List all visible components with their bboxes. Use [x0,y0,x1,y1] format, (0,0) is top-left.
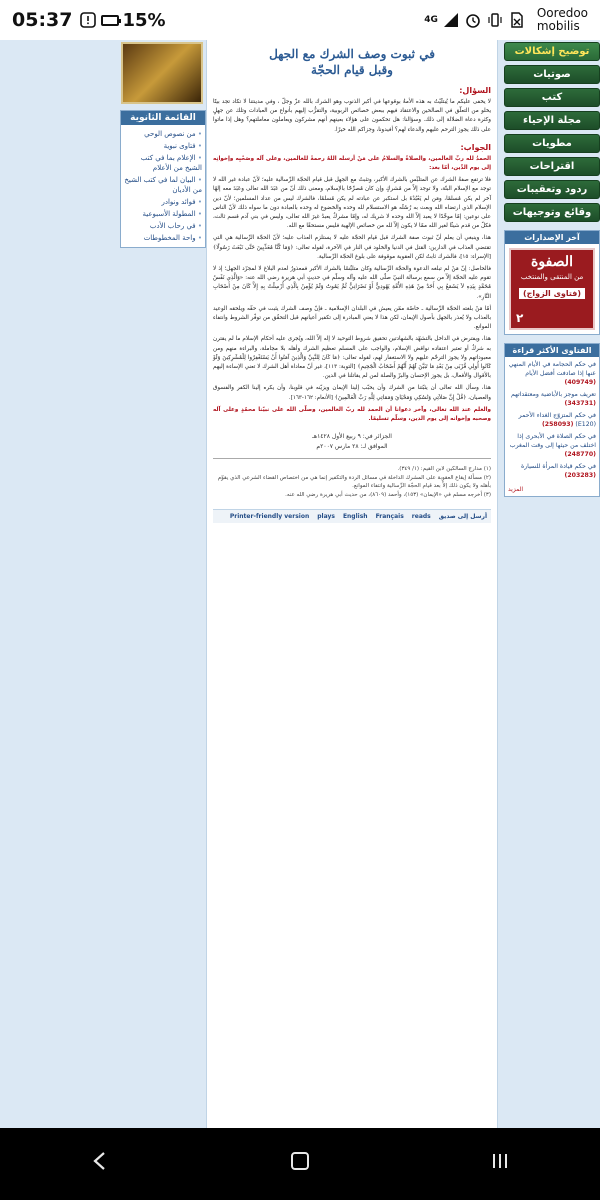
answer-paragraph: فالحاصل: إنّ مَنْ لم تبلغه الدعوة والحجّة الرِّسالية وكان متلبِّسًا بالشرك الأكبر فمعذورٌ لعدم البلاغ لا لمجرّد الجهل؛ إذ لا تقوم عليه الحجّة إلاّ من سمع برسالة النبيّ صلّى الله عليه وآله وسلّم في حديثٍ أبي هريرة رضي الله عنه: «وَالَّذِي نَفْسُ مُحَمَّدٍ بِيَدِهِ لاَ يَسْمَعُ بِي أَحَدٌ مِنْ هَذِهِ الأُمَّةِ يَهُودِيٌّ أَوْ نَصْرَانِيٌّ ثُمَّ يَمُوتُ وَلَمْ يُؤْمِنْ بِالَّذِي أُرْسِلْتُ بِهِ إِلاَّ كَانَ مِنْ أَصْحَابِ النَّارِ». [213,266,491,300]
list-item[interactable] [508,360,596,390]
footnote: (٣) أخرجه مسلم في «الإيمان» (١٥٣)، وأحمد (٨٦٠٩)، من حديث أبي هريرة رضي الله عنه. [285,491,491,498]
secondary-menu-item[interactable]: • واحة المخطوطات [124,232,202,244]
alarm-icon [464,11,482,29]
fatwa-link[interactable]: في حكم المتزوّج الغداء الأحمر (E120) [518,412,596,428]
answer-paragraph: أمّا مَنْ بلغته الحجّة الرِّسالية ـ خاصّة ممّن يعيش في البلدان الإسلامية ـ فإنّ وصف الشرك يثبت في حقّه ويلحقه الوعيد بالعذاب ولا يُعذر بالجهل بأصول الإيمان، لكن هذا لا يعني المبادرة إلى تكفير أعيانهم قبل التحقّق من توفّر الشروط وانتفاء الموانع. [213,305,491,331]
header-thumbnail-image[interactable] [121,42,203,104]
menu-item-audio[interactable]: صوتيات [504,65,600,84]
secondary-menu-item[interactable]: • المطولة الأسبوعية [124,208,202,220]
left-sidebar [118,40,206,248]
secondary-menu-list [121,125,205,247]
article-date [213,432,491,452]
latest-releases-title: آخر الإصدارات [505,231,599,244]
date-hijri: الجزائر في: ٩ ربيع الأول ١٤٢٨هـ [312,433,392,441]
recent-apps-icon[interactable] [470,1149,530,1179]
article-content [206,40,498,1128]
carrier-name [537,7,588,33]
menu-item-pamphlets[interactable]: مطويات [504,134,600,153]
right-sidebar [500,40,600,497]
read-count: (203283) [564,472,596,479]
vibrate-icon [487,12,503,28]
menu-item-books[interactable]: كتب [504,88,600,107]
question-text: لا يخفى عليكم ما يُبتلَيْتُ به هذه الأمةُ بوقوعها في أكبر الذنوب وهو الشرك بالله عزّ وجلّ ، وفي مدينتنا لا تكاد تجد بيتًا يخلو من التعلّق في الصالحين والاعتقاد فيهم ببعض خصائص الربوبية، والتقرُّب إليهم بأنواع من العبادات وتلك عن جهلٍ وكثرة دعاة الضلالة إلى ذلك. وسؤالنا: هل تحكمون على هؤلاء بعينهم أنهم مشركون ويعاملون معاملتهم؟ وهل إذا ماتوا على ذلك يجوز الترحم عليهم والدعاء لهم؟ أفيدونا، وجزاكم الله خيرًا. [213,99,491,133]
most-read-list [505,357,599,486]
navigation-bar [0,1128,600,1200]
warning-icon [80,12,96,28]
answer-intro: الحمدُ لله ربِّ العالمين، والصلاةُ والسلامُ على مَنْ أرسله اللهُ رحمةً للعالمين، وعلى آله وصَحْبِه وإخوانِه إلى يوم الدِّين، أمّا بعد: [213,155,491,172]
fatwa-link[interactable]: في حكم قيادة المرأة للسيارة [520,463,596,470]
web-page [0,40,600,1128]
read-count: (343731) [564,400,596,407]
list-item[interactable] [508,411,596,432]
question-label: السؤال: [459,86,491,95]
print-link[interactable]: Printer-friendly version [229,513,310,521]
secondary-menu-item[interactable]: • فوائد ونوادر [124,196,202,208]
answer-paragraph: هذا، وسأل الله تعالى أن يثبّتنا من الشرك وأن يحبّب إلينا الإيمان ويزيّنه في قلوبنا، وأن يكره إلينا الكفر والفسوق والعصيان، ﴿قُلْ إِنَّ صَلاَتِي وَنُسُكِي وَمَحْيَايَ وَمَمَاتِي لِلَّهِ رَبِّ الْعَالَمِينَ﴾ [الأنعام: ١٦٢-١٦٣]. [213,385,491,401]
main-menu [500,40,600,222]
secondary-menu-item[interactable]: • الإعلام بما في كتب الشيخ من الأعلام [124,152,202,174]
list-item[interactable] [508,390,596,411]
footnote: (١) مدارج السالكين لابن القيم: (١/ ٣٤٩). [397,466,491,473]
article-title-line1: في ثبوت وصف الشرك مع الجهل [269,47,435,61]
list-item[interactable] [508,432,596,462]
book-cover[interactable] [509,248,595,330]
article-title [213,46,491,78]
secondary-menu-item[interactable]: • فتاوى نبوية [124,140,202,152]
fatwa-link[interactable]: تعريف موجز بالأباضية ومعتقداتهم [510,391,596,398]
menu-item-events[interactable]: وقائع وتوجيهات [504,203,600,222]
signal-icon [443,12,459,28]
latest-releases-box [504,230,600,335]
most-read-box [504,343,600,497]
book-title: الصفوة [531,254,573,270]
french-link[interactable]: Français [375,513,404,521]
secondary-menu-item[interactable]: • في رحاب الأدب [124,220,202,232]
divider [213,458,491,459]
footnote: (٢) مسألة إيقاع العقوبة على المشرك الداخلة في مسائل الردة والتكفير إنما هي من اختصاص القضاء الشرعي الذي يقوّم بأهله ولا يكون ذلك إلاّ بعد قيام الحجّة الرِّسالية وانتفاء الموانع. [217,474,491,490]
closing-text: والعلم عند الله تعالى، وآخر دعوانا أن الحمد لله ربّ العالمين، وصلّى الله على نبيّنا محمّدٍ وعلى آله وصحبه وإخوانه إلى يوم الدين، وسلّم تسليمًا. [213,406,491,423]
menu-item-magazine[interactable]: مجلة الإحياء [504,111,600,130]
article-title-line2: وقبل قيام الحجّة [311,63,393,77]
more-link[interactable]: المزيد [508,486,524,493]
no-sim-icon [508,11,526,29]
read-count: (258093) [541,421,574,428]
send-to-friend-link[interactable]: أرسل إلى صديق [438,513,487,521]
secondary-menu-title: القائمة الثانوية [121,111,205,125]
clock: 05:37 [12,9,73,31]
most-read-title: الفتاوى الأكثر قراءة [505,344,599,357]
fatwa-link[interactable]: في حكم الحجامة في الأيام المنهي عنها إذا صادفت أفضل الأيام [508,361,596,377]
reads-count: reads [411,513,431,521]
answer-paragraph: فلا ترتفع صفةُ الشرك عن المتلبِّس بالشرك الأكبر، وتثبتُ مع الجهل قبل قيام الحجّة الرِّسالية عليه؛ لأنّ عبادة غير الله لا توجد مع الإسلام البتّة، ولا توجد إلاّ من مُشركٍ وإن كان مُصرِّحًا بالإسلام، ومعنى ذلك أنّ من عَبَدَ الله تعالى وعَبَدَ معه إلهًا آخر لم يكن مُسلمًا، ومَن لم يَعْبُدْهُ بل استكبر عن عبادته لم يكن مُسلمًا، فالشرك ليس من عداد المسلمين؛ لأنّ دين الإسلام الذي ارتضاه الله وبعث به رُسُلَه هو الاستسلام لله وحده والخضوع له وحده بالعبادة دون ما سواه ذلك لأنّ الناس على نوعين: إمّا موحِّدًا لا يعبد إلاّ الله وحده لا شريك له، وإمّا مشركٌ يعبدُ غيرَ الله تعالى، وليس في بني آدم قسم ثالث، فكلّ من قدم شيئًا لغير الله ممّا لا يكون إلاّ لله من خصائص الإلهية فليس مستحقًا مع الله. [213,177,491,230]
menu-item-clarifications[interactable]: توضيح إشكالات [504,42,600,61]
secondary-menu-box [120,110,206,248]
article-toolbar [213,509,491,523]
book-subtitle: من المنتقى والمنتخب [520,273,584,281]
english-link[interactable]: English [342,513,368,521]
menu-item-suggestions[interactable]: اقتراحات [504,157,600,176]
answer-paragraph: هذا، وينبغي أن يعلم أنّ ثبوت صفة الشرك قبل قيام الحجّة عليه لا يستلزم العذاب عليه؛ لأنّ الحجّة الرِّسالية هي التي تقتضي العذاب في الدارين: القتل في الدنيا والخلود في النار في الآخرة، لقوله تعالى: ﴿وَمَا كُنَّا مُعَذِّبِينَ حَتَّى نَبْعَثَ رَسُولًا﴾ [الإسراء: ١٥]، فالشرك ثابتٌ لكن العقوبة موقوفة على بلوغ الحجّة الرِّسالية. [213,235,491,260]
home-icon[interactable] [270,1149,330,1179]
secondary-menu-item[interactable]: • البيان لما في كتب الشيخ من الأديان [124,174,202,196]
date-gregorian: الموافق لـ: ٢٨ مارس ٢٠٠٧م [316,443,388,451]
carrier-line1: Ooredoo [536,6,588,20]
back-icon[interactable] [70,1149,130,1179]
answer-label: الجواب: [460,142,491,152]
plays-count: plays [317,513,335,521]
list-item[interactable] [508,462,596,483]
battery-icon [101,15,119,26]
menu-item-replies[interactable]: ردود وتعقيبات [504,180,600,199]
secondary-menu-item[interactable]: • من نصوص الوحي [124,128,202,140]
read-count: (409749) [564,379,596,386]
carrier-line2: mobilis [536,19,580,33]
status-bar [0,0,600,40]
book-volume-number: ٢ [516,311,524,325]
book-topic: (فتاوى الزواج) [519,288,585,299]
answer-paragraph: هذا، ويفترض في الداخل بالتشهّد بالشهادتين تحقيق شروط التوحيد لا إله إلاّ الله، ويُجرى عليه أحكام الإسلام ما لم يقترن به شركٌ أو تعتبر اعتقاده نواقض الإسلام، والواجب على المسلم تعظيم الشرك وأهله بلا مجاملة، والبراءة منهم ومن معبوداتهم ولا يجوز الترحّم عليهم ولا الاستغفار لهم، لقوله تعالى: ﴿مَا كَانَ لِلنَّبِيِّ وَالَّذِينَ آمَنُوا أَنْ يَسْتَغْفِرُوا لِلْمُشْرِكِينَ وَلَوْ كَانُوا أُولِي قُرْبَى مِنْ بَعْدِ مَا تَبَيَّنَ لَهُمْ أَنَّهُمْ أَصْحَابُ الْجَحِيمِ﴾ [التوبة: ١١٣]، غير أنّ معاداة أهل الشرك لا تعني الإساءة إليهم بالأقوال والأفعال، بل يجوز الإحسان والبرّ والصلة لمن لم يقاتلنا في الدين. [213,336,492,380]
read-count: (248770) [564,451,596,458]
battery-percent: 15% [122,9,166,31]
fatwa-link[interactable]: في حكم الصلاة في الأبحرى إذا اختلف من حيثها إلى وقت المغرب [509,433,596,449]
network-type: 4G [424,15,438,25]
